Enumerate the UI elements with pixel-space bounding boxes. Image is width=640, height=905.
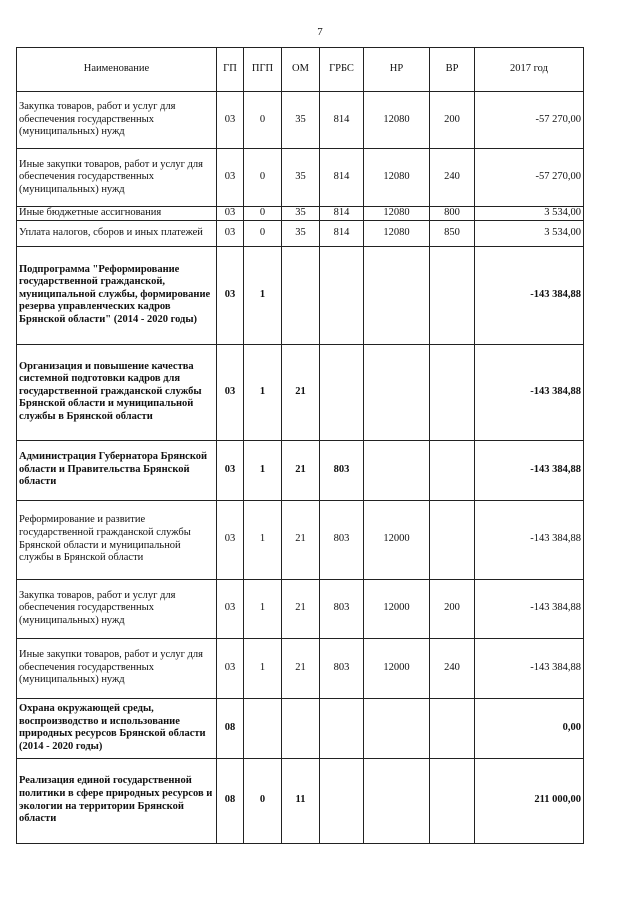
- table-row: [17, 698, 584, 758]
- header-gp: ГП: [217, 48, 244, 92]
- row-grbs: 814: [320, 92, 364, 149]
- table-row: [17, 758, 584, 843]
- row-gp: 03: [217, 92, 244, 149]
- row-grbs: 814: [320, 220, 364, 246]
- row-amount: -143 384,88: [475, 246, 584, 344]
- header-vr: ВР: [430, 48, 475, 92]
- row-vr: 200: [430, 92, 475, 149]
- row-amount: 3 534,00: [475, 207, 584, 221]
- row-om: 21: [282, 344, 320, 440]
- row-gp: 03: [217, 149, 244, 207]
- row-om: 11: [282, 758, 320, 843]
- row-vr: [430, 246, 475, 344]
- table-row: [17, 440, 584, 500]
- row-vr: [430, 500, 475, 579]
- row-amount: -143 384,88: [475, 344, 584, 440]
- row-vr: [430, 344, 475, 440]
- table-row: [17, 207, 584, 221]
- row-name: Подпрограмма "Реформирование государственной гражданской, муниципальной службы, формирование резерва управленческих кадров Брянской области" (2014 - 2020 годы): [17, 246, 217, 344]
- row-amount: -57 270,00: [475, 149, 584, 207]
- row-gp: 03: [217, 440, 244, 500]
- row-vr: [430, 758, 475, 843]
- row-nr: [364, 246, 430, 344]
- row-grbs: 814: [320, 149, 364, 207]
- row-pgp: [244, 698, 282, 758]
- row-amount: -143 384,88: [475, 638, 584, 698]
- table-header-row: [17, 48, 584, 92]
- row-name: Организация и повышение качества системной подготовки кадров для государственной гражданской службы Брянской области и муниципальной службы в Брянской области: [17, 344, 217, 440]
- row-nr: 12000: [364, 638, 430, 698]
- row-gp: 03: [217, 579, 244, 638]
- header-grbs: ГРБС: [320, 48, 364, 92]
- row-name: Администрация Губернатора Брянской области и Правительства Брянской области: [17, 440, 217, 500]
- table-row: [17, 500, 584, 579]
- row-pgp: 0: [244, 758, 282, 843]
- row-name: Иные закупки товаров, работ и услуг для обеспечения государственных (муниципальных) нужд: [17, 638, 217, 698]
- row-gp: 03: [217, 246, 244, 344]
- row-gp: 03: [217, 500, 244, 579]
- page-number: 7: [317, 26, 323, 38]
- row-gp: 08: [217, 758, 244, 843]
- row-gp: 03: [217, 638, 244, 698]
- row-gp: 03: [217, 220, 244, 246]
- row-amount: -143 384,88: [475, 440, 584, 500]
- header-amount: 2017 год: [475, 48, 584, 92]
- row-om: 35: [282, 149, 320, 207]
- header-pgp: ПГП: [244, 48, 282, 92]
- row-grbs: 803: [320, 440, 364, 500]
- row-name: Закупка товаров, работ и услуг для обеспечения государственных (муниципальных) нужд: [17, 92, 217, 149]
- row-nr: [364, 440, 430, 500]
- row-vr: 200: [430, 579, 475, 638]
- row-name: Реформирование и развитие государственной гражданской службы Брянской области и муниципальной службы в Брянской области: [17, 500, 217, 579]
- row-grbs: 803: [320, 579, 364, 638]
- row-pgp: 1: [244, 344, 282, 440]
- row-vr: 240: [430, 149, 475, 207]
- header-om: ОМ: [282, 48, 320, 92]
- row-grbs: 803: [320, 500, 364, 579]
- row-amount: -57 270,00: [475, 92, 584, 149]
- row-pgp: 1: [244, 246, 282, 344]
- row-om: [282, 698, 320, 758]
- row-vr: 800: [430, 207, 475, 221]
- row-grbs: [320, 344, 364, 440]
- row-grbs: 803: [320, 638, 364, 698]
- budget-table: [16, 47, 584, 844]
- row-om: 35: [282, 92, 320, 149]
- row-gp: 03: [217, 207, 244, 221]
- header-name: Наименование: [17, 48, 217, 92]
- row-grbs: [320, 698, 364, 758]
- row-om: 21: [282, 579, 320, 638]
- table-row: [17, 579, 584, 638]
- row-pgp: 1: [244, 440, 282, 500]
- row-om: [282, 246, 320, 344]
- row-nr: 12080: [364, 220, 430, 246]
- row-name: Иные бюджетные ассигнования: [17, 207, 217, 221]
- row-nr: 12080: [364, 149, 430, 207]
- row-amount: -143 384,88: [475, 579, 584, 638]
- table-row: [17, 344, 584, 440]
- header-nr: НР: [364, 48, 430, 92]
- row-name: Охрана окружающей среды, воспроизводство и использование природных ресурсов Брянской области (2014 - 2020 годы): [17, 698, 217, 758]
- row-nr: [364, 758, 430, 843]
- row-amount: 3 534,00: [475, 220, 584, 246]
- row-name: Закупка товаров, работ и услуг для обеспечения государственных (муниципальных) нужд: [17, 579, 217, 638]
- row-gp: 08: [217, 698, 244, 758]
- row-nr: 12080: [364, 207, 430, 221]
- row-grbs: [320, 246, 364, 344]
- row-grbs: [320, 758, 364, 843]
- row-nr: [364, 344, 430, 440]
- row-om: 21: [282, 440, 320, 500]
- row-pgp: 0: [244, 207, 282, 221]
- row-om: 35: [282, 207, 320, 221]
- row-name: Иные закупки товаров, работ и услуг для обеспечения государственных (муниципальных) нужд: [17, 149, 217, 207]
- row-om: 35: [282, 220, 320, 246]
- row-pgp: 1: [244, 579, 282, 638]
- row-name: Реализация единой государственной политики в сфере природных ресурсов и экологии на территории Брянской области: [17, 758, 217, 843]
- row-pgp: 1: [244, 638, 282, 698]
- row-name: Уплата налогов, сборов и иных платежей: [17, 220, 217, 246]
- row-nr: [364, 698, 430, 758]
- row-gp: 03: [217, 344, 244, 440]
- row-grbs: 814: [320, 207, 364, 221]
- row-pgp: 0: [244, 220, 282, 246]
- row-om: 21: [282, 638, 320, 698]
- row-nr: 12000: [364, 579, 430, 638]
- row-nr: 12080: [364, 92, 430, 149]
- row-amount: -143 384,88: [475, 500, 584, 579]
- row-pgp: 1: [244, 500, 282, 579]
- row-vr: 850: [430, 220, 475, 246]
- row-vr: [430, 698, 475, 758]
- table-row: [17, 246, 584, 344]
- row-vr: [430, 440, 475, 500]
- row-amount: 0,00: [475, 698, 584, 758]
- table-row: [17, 220, 584, 246]
- row-amount: 211 000,00: [475, 758, 584, 843]
- row-om: 21: [282, 500, 320, 579]
- row-vr: 240: [430, 638, 475, 698]
- table-row: [17, 638, 584, 698]
- row-nr: 12000: [364, 500, 430, 579]
- table-row: [17, 149, 584, 207]
- row-pgp: 0: [244, 149, 282, 207]
- table-row: [17, 92, 584, 149]
- row-pgp: 0: [244, 92, 282, 149]
